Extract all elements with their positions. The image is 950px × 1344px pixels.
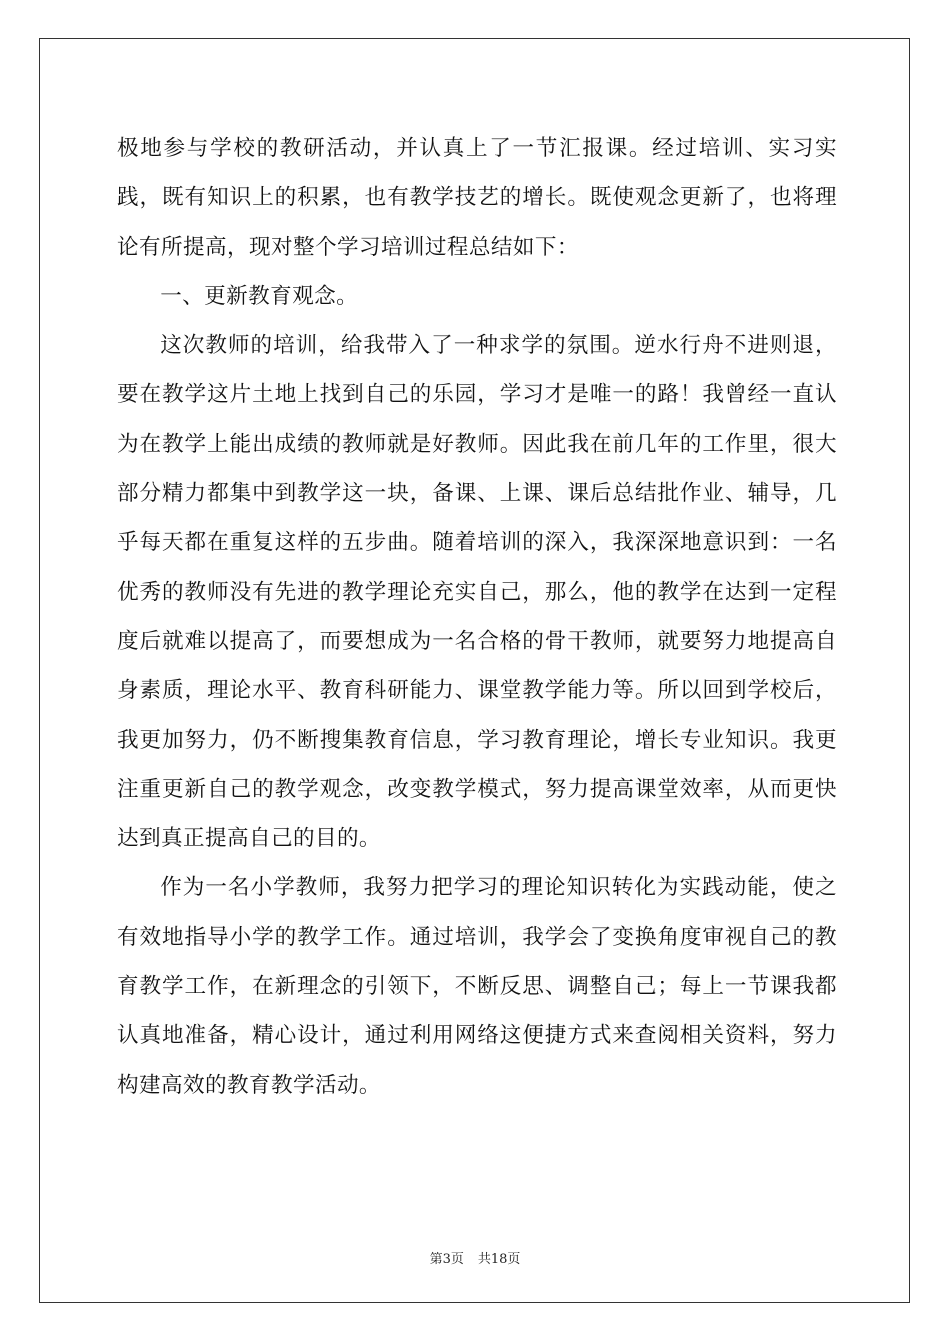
paragraph-3: 作为一名小学教师，我努力把学习的理论知识转化为实践动能，使之有效地指导小学的教学工作。通过培训，我学会了变换角度审视自己的教育教学工作，在新理念的引领下，不断反思、调整自己；每上一节课我都认真地准备，精心设计，通过利用网络这便捷方式来查阅相关资料，努力构建高效的教育教学活动。: [117, 875, 837, 1098]
paragraph-2: 这次教师的培训，给我带入了一种求学的氛围。逆水行舟不进则退，要在教学这片土地上找到自己的乐园，学习才是唯一的路！我曾经一直认为在教学上能出成绩的教师就是好教师。因此我在前几年的工作里，很大部分精力都集中到教学这一块，备课、上课、课后总结批作业、辅导，几乎每天都在重复这样的五步曲。随着培训的深入，我深深地意识到：一名优秀的教师没有先进的教学理论充实自己，那么，他的教学在达到一定程度后就难以提高了，而要想成为一名合格的骨干教师，就要努力地提高自身素质，理论水平、教育科研能力、课堂教学能力等。所以回到学校后，我更加努力，仍不断搜集教育信息，学习教育理论，增长专业知识。我更注重更新自己的教学观念，改变教学模式，努力提高课堂效率，从而更快达到真正提高自己的目的。: [117, 333, 837, 852]
section-heading: 一、更新教育观念。: [160, 283, 359, 309]
paragraph-1: 极地参与学校的教研活动，并认真上了一节汇报课。经过培训、实习实践，既有知识上的积累，也有教学技艺的增长。既使观念更新了，也将理论有所提高，现对整个学习培训过程总结如下：: [117, 136, 837, 260]
document-body: [117, 124, 837, 1110]
page-number: 第3页: [429, 1252, 464, 1267]
page-footer: [0, 1248, 950, 1267]
page-total: 共18页: [477, 1252, 521, 1267]
